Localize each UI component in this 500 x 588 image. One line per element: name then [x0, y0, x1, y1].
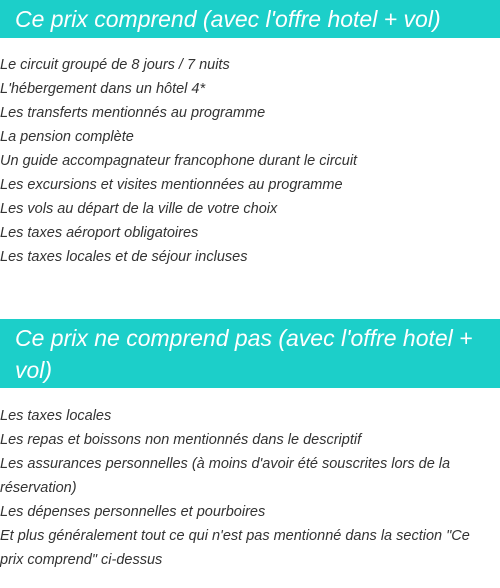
list-item: Les assurances personnelles (à moins d'avoir été souscrites lors de la réservation): [0, 456, 451, 496]
list-item: Les vols au départ de la ville de votre choix: [0, 201, 278, 217]
list-item: Les taxes locales: [0, 408, 112, 424]
list-item: Les dépenses personnelles et pourboires: [0, 504, 266, 520]
list-item: Les taxes locales et de séjour incluses: [0, 249, 248, 265]
included-list: [0, 53, 486, 269]
list-item: Les excursions et visites mentionnées au programme: [0, 177, 343, 193]
excluded-list: [0, 404, 486, 572]
excluded-section-title: Ce prix ne comprend pas (avec l'offre hotel + vol): [0, 319, 500, 388]
list-item: Les transferts mentionnés au programme: [0, 105, 266, 121]
list-item: Le circuit groupé de 8 jours / 7 nuits: [0, 57, 230, 73]
list-item: Les repas et boissons non mentionnés dans le descriptif: [0, 432, 362, 448]
list-item: L'hébergement dans un hôtel 4*: [0, 81, 206, 97]
list-item: La pension complète: [0, 129, 134, 145]
included-section-title: Ce prix comprend (avec l'offre hotel + vol): [0, 0, 500, 38]
list-item: Et plus généralement tout ce qui n'est pas mentionné dans la section "Ce prix comprend" ci-dessus: [0, 528, 470, 568]
list-item: Un guide accompagnateur francophone durant le circuit: [0, 153, 358, 169]
list-item: Les taxes aéroport obligatoires: [0, 225, 199, 241]
